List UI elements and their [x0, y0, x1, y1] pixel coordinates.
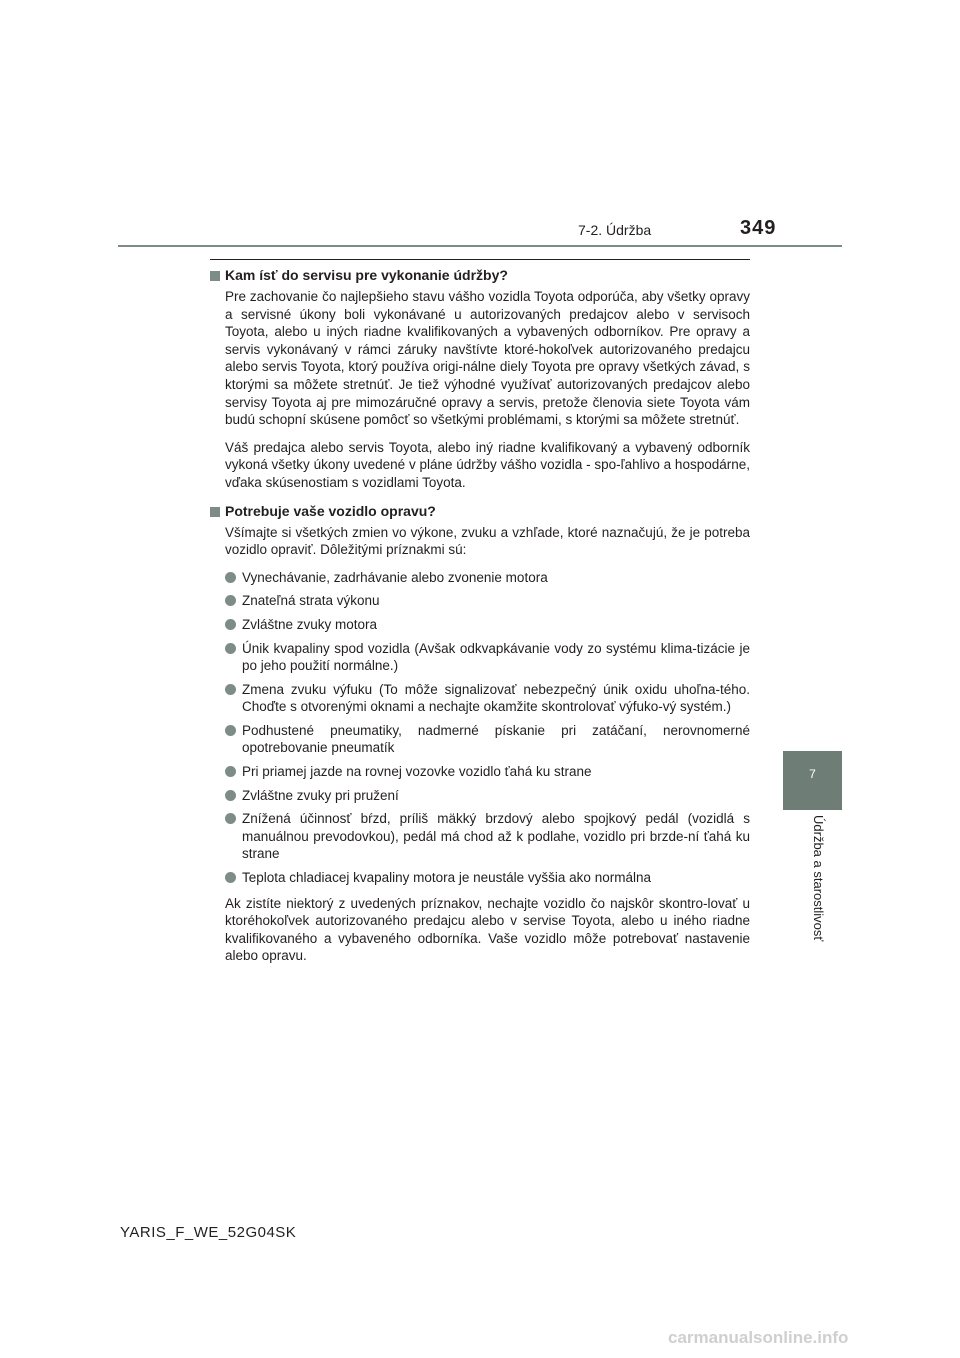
list-item — [225, 763, 750, 781]
list-item-text: Zvláštne zvuky motora — [242, 616, 378, 632]
page-content — [210, 259, 750, 975]
list-item — [225, 569, 750, 587]
list-item — [225, 616, 750, 634]
list-item-text: Znížená účinnosť bŕzd, príliš mäkký brzdový alebo spojkový pedál (vozidlá s manuálnou prevodovkou), pedál má chod až k podlahe, vozidlo pri brzde-ní ťahá ku strane — [242, 811, 750, 862]
circle-bullet-icon — [225, 643, 236, 654]
list-item — [225, 869, 750, 887]
heading-text: Kam ísť do servisu pre vykonanie údržby? — [225, 267, 508, 283]
circle-bullet-icon — [225, 684, 236, 695]
circle-bullet-icon — [225, 572, 236, 583]
list-item-text: Teplota chladiacej kvapaliny motora je neustále vyššia ako normálna — [242, 870, 651, 886]
list-item-text: Únik kvapaliny spod vozidla (Avšak odkvapkávanie vody zo systému klima-tizácie je po jeho použití normálne.) — [242, 640, 750, 674]
list-item — [225, 640, 750, 675]
paragraph: Pre zachovanie čo najlepšieho stavu vášho vozidla Toyota odporúča, aby všetky opravy a servisné úkony boli vykonávané u autorizovaných predajcov alebo v servisoch Toyota, alebo u iných riadne kvalifikovaných a vybavených odborníkov. Pre opravy a servis vykonávaný v rámci záruky navštívte ktoré-hokoľvek autorizovaného predajcu alebo servis Toyota, ktorý používa origi-nálne diely Toyota pre opravy všetkých závad, s ktorými sa môžete stretnúť. Je tiež výhodné využívať autorizovaných predajcov alebo servisy Toyota aj pre mimozáručné opravy a servis, pretože členovia siete Toyota vám budú schopní skúsene pomôcť so všetkými problémami, s ktorými sa môžete stretnúť. — [225, 289, 750, 428]
circle-bullet-icon — [225, 595, 236, 606]
list-item — [225, 681, 750, 716]
circle-bullet-icon — [225, 725, 236, 736]
section-heading-repair-needed — [210, 502, 750, 521]
chapter-tab-number: 7 — [809, 767, 816, 781]
list-item-text: Podhustené pneumatiky, nadmerné pískanie pri zatáčaní, nerovnomerné opotrebovanie pneumatík — [242, 722, 750, 756]
list-item — [225, 592, 750, 610]
header-rule — [118, 245, 842, 247]
list-item — [225, 787, 750, 805]
list-item-text: Znateľná strata výkonu — [242, 593, 380, 609]
square-bullet-icon — [210, 271, 220, 281]
header-section-title: 7-2. Údržba — [578, 222, 652, 238]
list-item-text: Zvláštne zvuky pri pružení — [242, 787, 399, 803]
chapter-side-label: Údržba a starostlivosť — [811, 815, 826, 942]
square-bullet-icon — [210, 507, 220, 517]
circle-bullet-icon — [225, 766, 236, 777]
page-number: 349 — [740, 217, 777, 239]
footer-document-code: YARIS_F_WE_52G04SK — [120, 1224, 297, 1241]
section-heading-service-location — [210, 266, 750, 285]
circle-bullet-icon — [225, 872, 236, 883]
list-item — [225, 722, 750, 757]
list-item-text: Zmena zvuku výfuku (To môže signalizovať nebezpečný únik oxidu uhoľna-tého. Choďte s otvorenými oknami a nechajte okamžite skontrolovať výfuko-vý systém.) — [242, 681, 750, 715]
paragraph-intro: Všímajte si všetkých zmien vo výkone, zvuku a vzhľade, ktoré naznačujú, že je potreba vozidlo opraviť. Dôležitými príznakmi sú: — [225, 524, 750, 558]
heading-text: Potrebuje vaše vozidlo opravu? — [225, 502, 436, 519]
symptom-list — [225, 569, 750, 887]
list-item-text: Vynechávanie, zadrhávanie alebo zvonenie motora — [242, 569, 548, 585]
list-item-text: Pri priamej jazde na rovnej vozovke vozidlo ťahá ku strane — [242, 764, 592, 780]
circle-bullet-icon — [225, 619, 236, 630]
circle-bullet-icon — [225, 813, 236, 824]
watermark: carmanualsonline.info — [668, 1328, 849, 1347]
paragraph-closing: Ak zistíte niektorý z uvedených príznakov, nechajte vozidlo čo najskôr skontro-lovať u ktoréhokoľvek autorizovaného predajcu alebo v servise Toyota, alebo u iného riadne kvalifikovaného a vybaveného odborníka. Vaše vozidlo môže potrebovať nastavenie alebo opravu. — [225, 895, 750, 964]
circle-bullet-icon — [225, 790, 236, 801]
list-item — [225, 810, 750, 863]
paragraph: Váš predajca alebo servis Toyota, alebo iný riadne kvalifikovaný a vybavený odborník vykoná všetky úkony uvedené v pláne údržby vášho vozidla - spo-ľahlivo a hospodárne, vďaka skúsenostiam s vozidlami Toyota. — [225, 439, 750, 490]
chapter-tab — [783, 751, 842, 810]
